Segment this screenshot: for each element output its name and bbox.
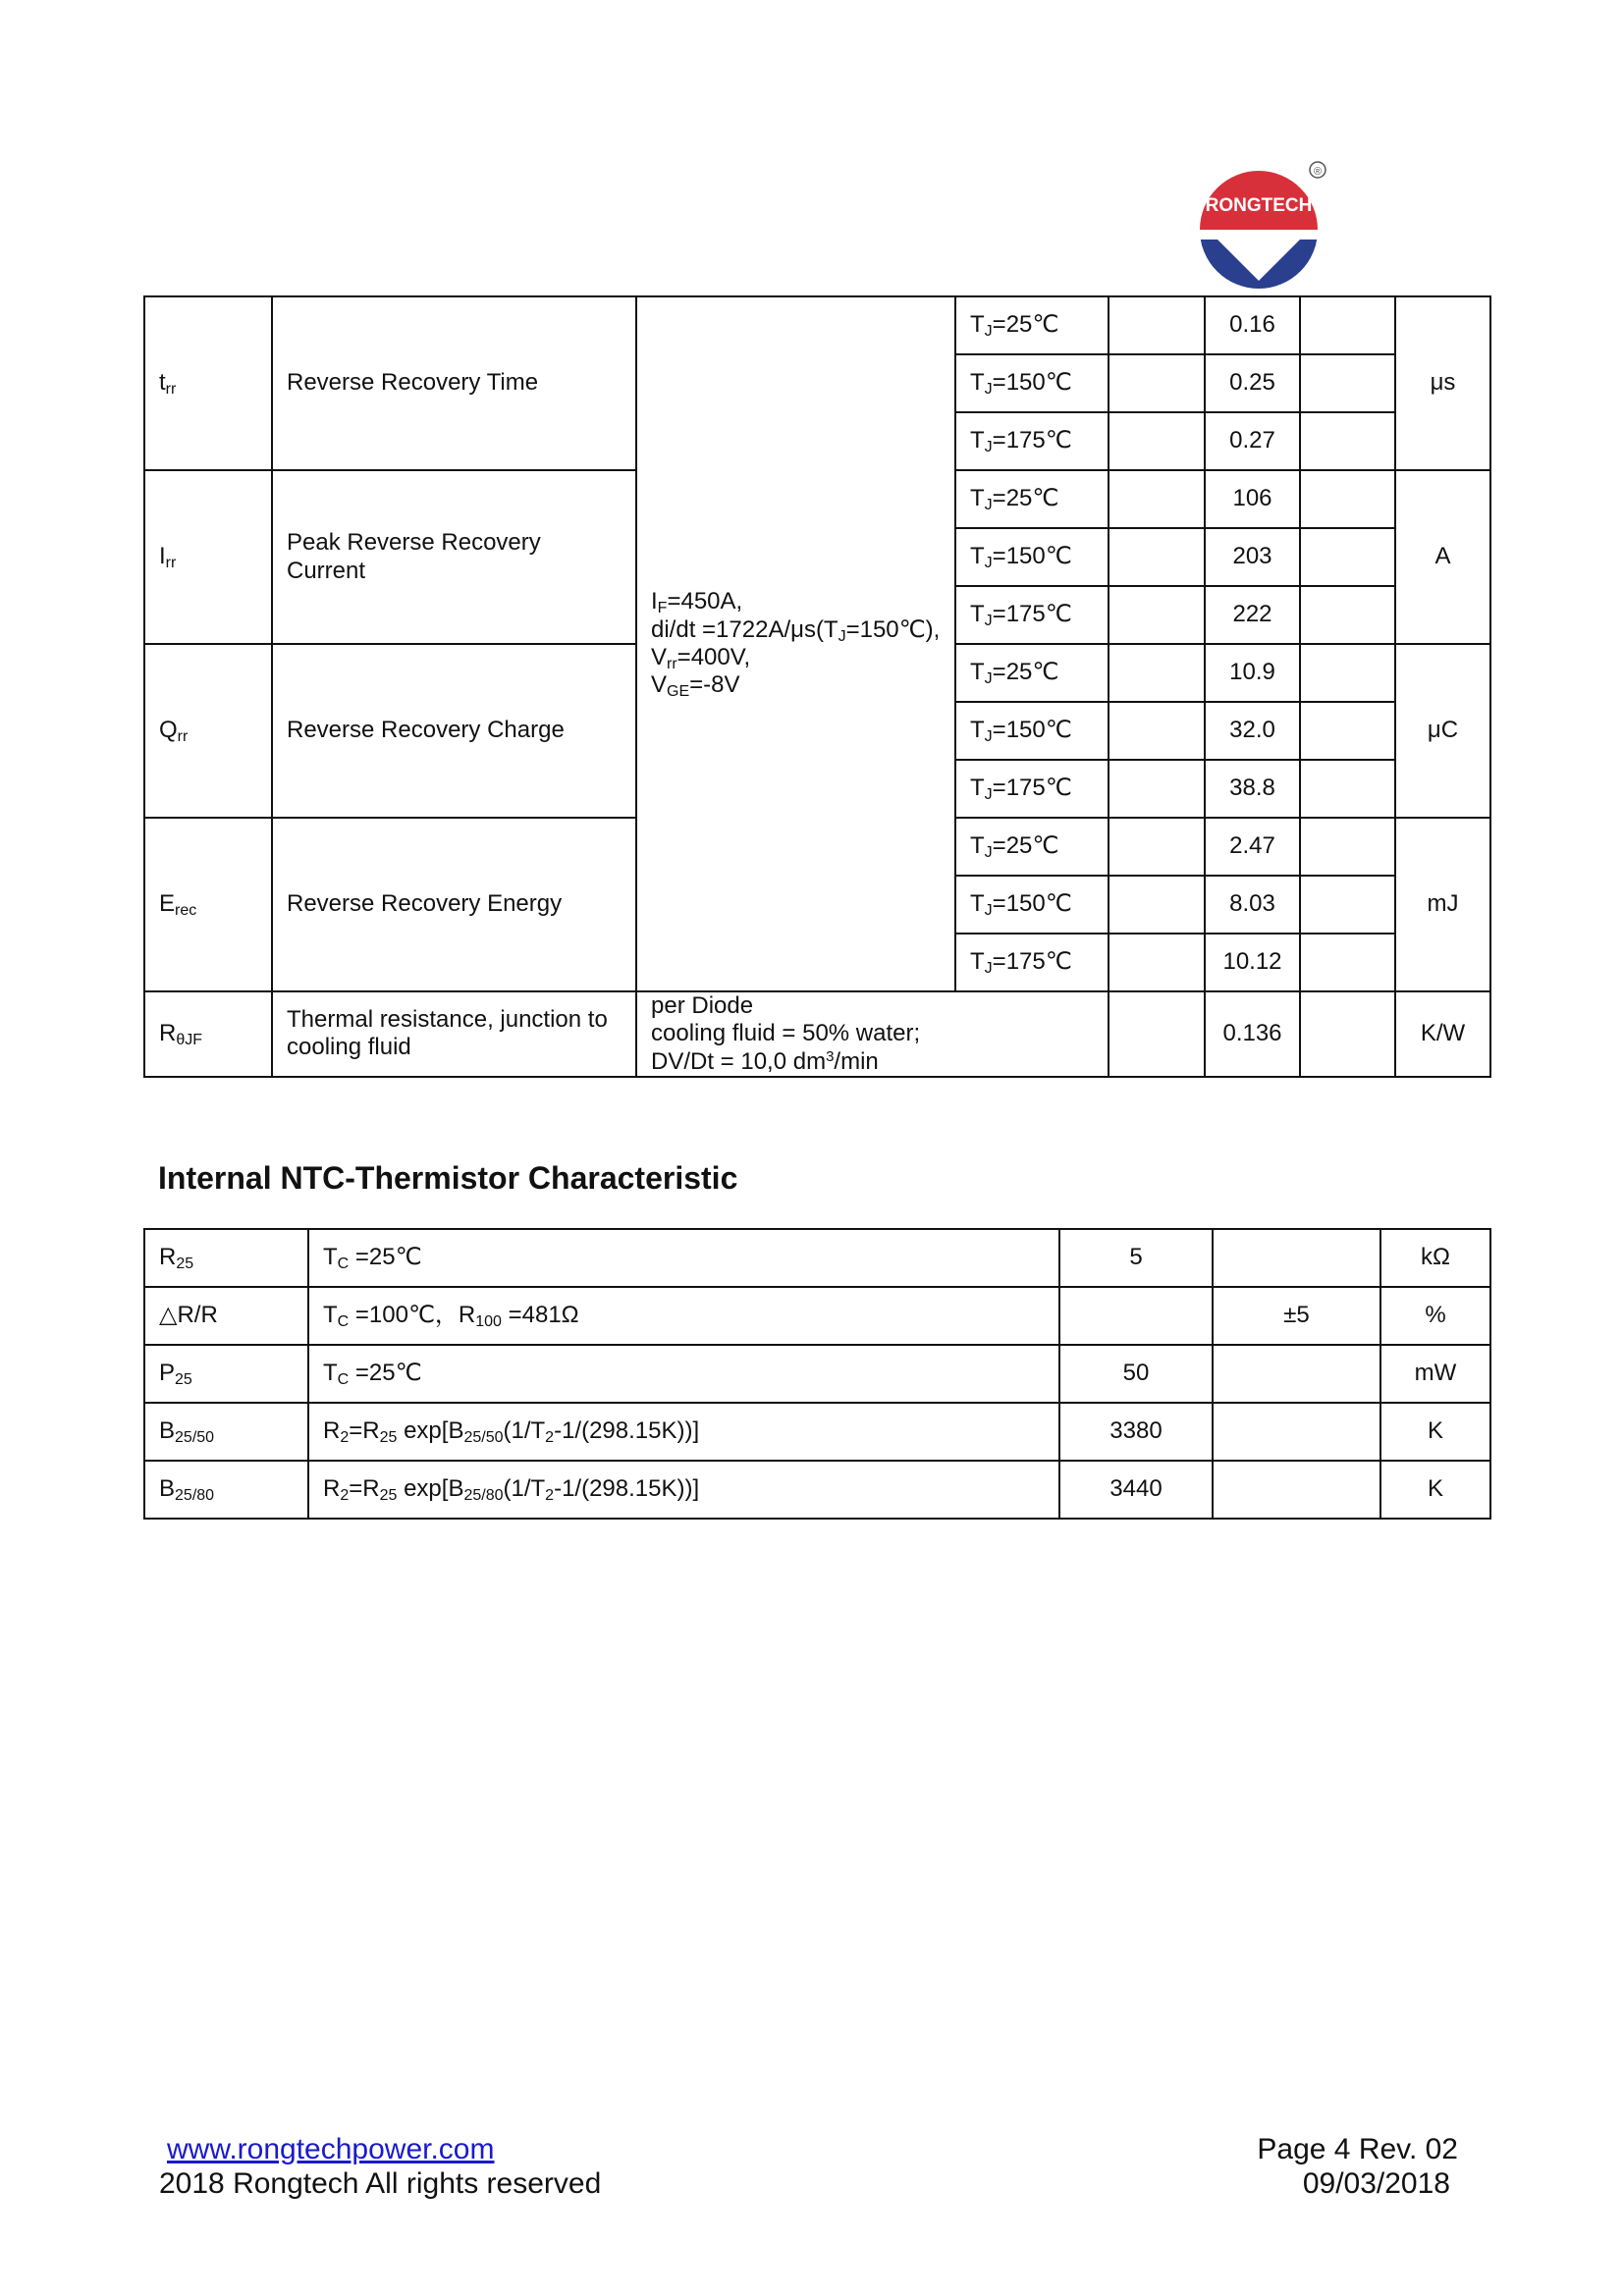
temperature-cell: $T_J=25℃$ (955, 644, 1109, 702)
symbol-cell: $Q_{rr}$ (144, 644, 272, 818)
max-cell (1300, 354, 1395, 412)
parameter-cell: Thermal resistance, junction to cooling fluid (272, 991, 636, 1077)
temperature-cell: $T_J=150℃$ (955, 702, 1109, 760)
ntc-thermistor-table (143, 1228, 1491, 1520)
table-row (144, 1287, 1490, 1345)
max-cell (1300, 296, 1395, 354)
page-number: Page 4 Rev. 02 (1257, 2133, 1458, 2165)
max-cell (1300, 470, 1395, 528)
max-cell (1213, 1461, 1380, 1519)
max-cell (1300, 760, 1395, 818)
unit-cell: K (1380, 1461, 1490, 1519)
symbol-cell: $R_{25}$ (144, 1229, 308, 1287)
typ-cell: 2.47 (1205, 818, 1300, 876)
typ-cell: 0.16 (1205, 296, 1300, 354)
min-cell (1109, 991, 1205, 1077)
table-row (144, 1403, 1490, 1461)
max-cell (1300, 818, 1395, 876)
min-cell (1109, 412, 1205, 470)
rongtech-logo (1198, 155, 1335, 293)
min-cell (1109, 760, 1205, 818)
typ-cell: 5 (1059, 1229, 1213, 1287)
min-cell (1109, 702, 1205, 760)
conditions-cell: $T_C$ =25℃ (308, 1345, 1059, 1403)
website-link[interactable]: www.rongtechpower.com (167, 2133, 495, 2165)
symbol-cell: $E_{rec}$ (144, 818, 272, 991)
conditions-cell: $T_C$ =25℃ (308, 1229, 1059, 1287)
symbol-cell: $P_{25}$ (144, 1345, 308, 1403)
unit-cell: K/W (1395, 991, 1490, 1077)
typ-cell: 106 (1205, 470, 1300, 528)
max-cell (1300, 412, 1395, 470)
temperature-cell: $T_J=150℃$ (955, 876, 1109, 934)
table-row (144, 296, 1490, 354)
typ-cell: 10.12 (1205, 934, 1300, 991)
symbol-cell: $B_{25/80}$ (144, 1461, 308, 1519)
min-cell (1109, 876, 1205, 934)
min-cell (1109, 818, 1205, 876)
max-cell (1300, 876, 1395, 934)
min-cell (1109, 354, 1205, 412)
revision-date: 09/03/2018 (1302, 2167, 1450, 2200)
max-cell (1300, 934, 1395, 991)
unit-cell: A (1395, 470, 1490, 644)
typ-cell: 3440 (1059, 1461, 1213, 1519)
max-cell (1300, 991, 1395, 1077)
test-conditions-cell: $I_F=450A$, $di/dt =1722A/\mu s(T_J=150℃)$, $V_{rr}=400V$, $V_{GE}=-8V$ (636, 296, 955, 991)
temperature-cell: $T_J=150℃$ (955, 528, 1109, 586)
unit-cell: mJ (1395, 818, 1490, 991)
typ-cell: 0.27 (1205, 412, 1300, 470)
typ-cell: 10.9 (1205, 644, 1300, 702)
min-cell (1109, 934, 1205, 991)
unit-cell: % (1380, 1287, 1490, 1345)
temperature-cell: $T_J=175℃$ (955, 412, 1109, 470)
temperature-cell: $T_J=150℃$ (955, 354, 1109, 412)
temperature-cell: $T_J=25℃$ (955, 470, 1109, 528)
min-cell (1109, 296, 1205, 354)
unit-cell: μs (1395, 296, 1490, 470)
recovery-characteristics-table (143, 295, 1491, 1078)
temperature-cell: $T_J=175℃$ (955, 760, 1109, 818)
unit-cell: μC (1395, 644, 1490, 818)
max-cell (1300, 528, 1395, 586)
min-cell (1109, 586, 1205, 644)
symbol-cell: $R_{\theta JF}$ (144, 991, 272, 1077)
typ-cell: 0.136 (1205, 991, 1300, 1077)
typ-cell: 203 (1205, 528, 1300, 586)
typ-cell: 8.03 (1205, 876, 1300, 934)
formula-cell: $R_2=R_{25}$ $\exp[B_{25/80}(1/T_2-1/(298.15K))]$ (308, 1461, 1059, 1519)
symbol-cell: △R/R (144, 1287, 308, 1345)
typ-cell: 50 (1059, 1345, 1213, 1403)
temperature-cell: $T_J=175℃$ (955, 586, 1109, 644)
unit-cell: K (1380, 1403, 1490, 1461)
parameter-cell: Reverse Recovery Energy (272, 818, 636, 991)
typ-cell: 0.25 (1205, 354, 1300, 412)
max-cell: ±5 (1213, 1287, 1380, 1345)
table-row (144, 1229, 1490, 1287)
max-cell (1213, 1229, 1380, 1287)
max-cell (1300, 644, 1395, 702)
symbol-cell: $B_{25/50}$ (144, 1403, 308, 1461)
typ-cell: 3380 (1059, 1403, 1213, 1461)
min-cell (1109, 644, 1205, 702)
max-cell (1300, 702, 1395, 760)
min-cell (1109, 528, 1205, 586)
copyright-text: 2018 Rongtech All rights reserved (159, 2167, 602, 2200)
formula-cell: $R_2=R_{25}$ $\exp[B_{25/50}(1/T_2-1/(298.15K))]$ (308, 1403, 1059, 1461)
typ-cell: 222 (1205, 586, 1300, 644)
symbol-cell: $I_{rr}$ (144, 470, 272, 644)
registered-mark: ® (1313, 166, 1323, 178)
test-conditions-cell: per Diode cooling fluid = 50% water; DV/Dt = 10,0 $dm^3/\min$ (636, 991, 1109, 1077)
table-row (144, 1345, 1490, 1403)
unit-cell: mW (1380, 1345, 1490, 1403)
typ-cell: 32.0 (1205, 702, 1300, 760)
conditions-cell: $T_C$ =100℃，$R_{100} =481\Omega$ (308, 1287, 1059, 1345)
parameter-cell: Peak Reverse Recovery Current (272, 470, 636, 644)
table-row (144, 991, 1490, 1077)
table-row (144, 1461, 1490, 1519)
unit-cell: kΩ (1380, 1229, 1490, 1287)
temperature-cell: $T_J=25℃$ (955, 296, 1109, 354)
temperature-cell: $T_J=175℃$ (955, 934, 1109, 991)
ntc-section-title: Internal NTC-Thermistor Characteristic (158, 1160, 738, 1196)
max-cell (1213, 1403, 1380, 1461)
min-cell (1109, 470, 1205, 528)
typ-cell (1059, 1287, 1213, 1345)
max-cell (1300, 586, 1395, 644)
symbol-cell: $t_{rr}$ (144, 296, 272, 470)
max-cell (1213, 1345, 1380, 1403)
logo-text: RONGTECH (1205, 195, 1313, 216)
parameter-cell: Reverse Recovery Charge (272, 644, 636, 818)
parameter-cell: Reverse Recovery Time (272, 296, 636, 470)
temperature-cell: $T_J=25℃$ (955, 818, 1109, 876)
typ-cell: 38.8 (1205, 760, 1300, 818)
